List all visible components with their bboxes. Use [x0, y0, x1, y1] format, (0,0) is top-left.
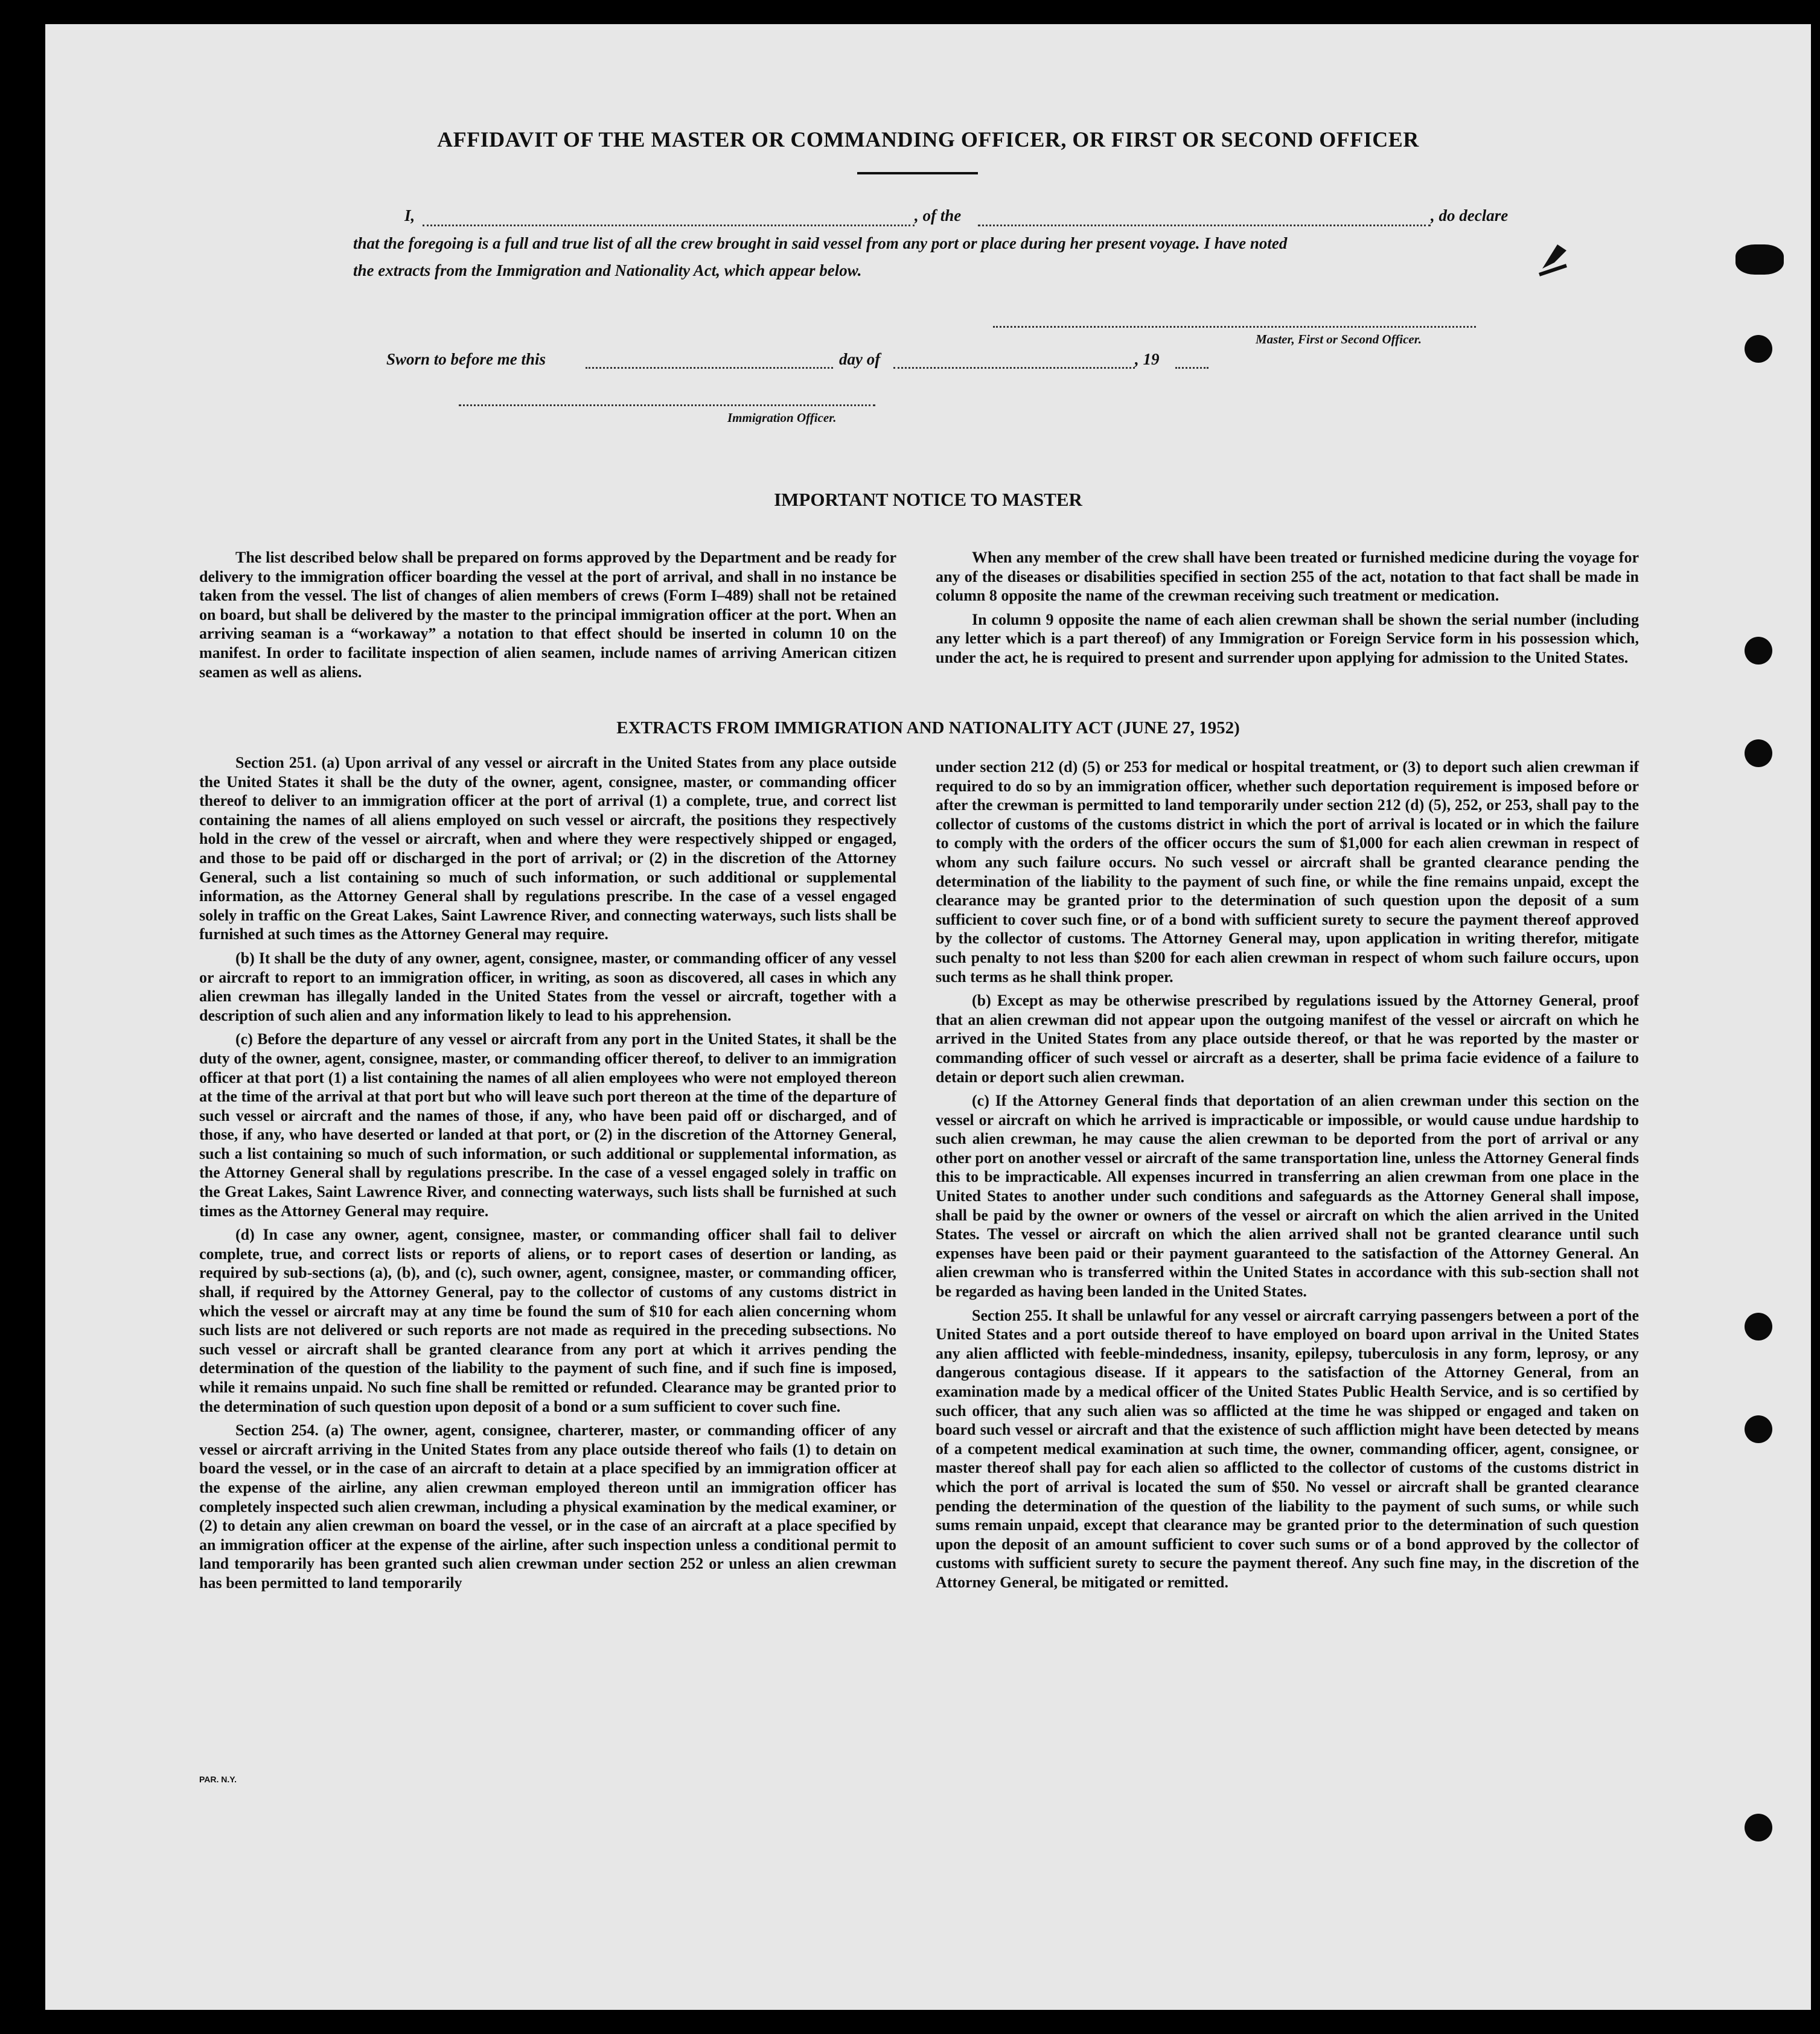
master-caption: Master, First or Second Officer. [1256, 332, 1422, 346]
section-251c: (c) Before the departure of any vessel or aircraft from any port in the United States, it shall be the duty of the owner, agent, consignee, master, or commanding officer thereof, to deliver to an immigration officer at that port (1) a list containing the names of all alien employees who were not employed thereon at the time of the arrival at that port but who will leave such port thereon at the time of the departure of such vessel or aircraft and the names of those, if any, who have been paid off or discharged, and of those, if any, who have deserted or landed at that port, or (2) in the discretion of the Attorney General, such a list containing so much of such information, or such additional or supplemental information, as the Attorney General shall by regulations prescribe. In the case of a vessel engaged solely in traffic on the Great Lakes, Saint Lawrence River, and connecting waterways, such lists shall be furnished at such times as the Attorney General may require. [199, 1030, 896, 1220]
affidavit-title: AFFIDAVIT OF THE MASTER OR COMMANDING OFFICER, OR FIRST OR SECOND OFFICER [437, 127, 1419, 151]
extracts-right-column [936, 757, 1639, 1597]
ink-mark-icon [1530, 232, 1579, 281]
section-254b: (b) Except as may be otherwise prescribed by regulations issued by the Attorney General, proof that an alien crewman did not appear upon the outgoing manifest of the vessel or aircraft on which he arrived in the United States from any place outside thereof, or that he was reported by the master or commanding officer of such vessel or aircraft as a deserter, shall be prima facie evidence of a failure to detain or deport such alien crewman. [936, 992, 1639, 1086]
notice-title: IMPORTANT NOTICE TO MASTER [774, 489, 1082, 510]
section-254c: (c) If the Attorney General finds that deportation of an alien crewman under this section on the vessel or aircraft on which he arrived is impracticable or impossible, or would cause undue hardship to such alien crewman, he may cause the alien crewman to be deported from the port of arrival or any other port on another vessel or aircraft of the same transportation line, unless the Attorney General finds this to be impracticable. All expenses incurred in transferring an alien crewman from one place in the United States to another under such conditions and safeguards as the Attorney General shall impose, shall be paid by the owner or owners of the vessel or aircraft on which the alien arrived in the United States. The vessel or aircraft on which the alien arrived shall not be granted clearance until such expenses have been paid or their payment guaranteed to the satisfaction of the Attorney General. An alien crewman who is transferred within the United States in accordance with this sub-section shall not be regarded as having been landed in the United States. [936, 1092, 1639, 1301]
statement-line-2: the extracts from the Immigration and Nationality Act, which appear below. [353, 261, 862, 279]
day-of-label: day of [839, 350, 881, 368]
punch-hole [1745, 739, 1772, 767]
section-251d: (d) In case any owner, agent, consignee, master, or commanding officer shall fail to deliver complete, true, and correct lists or reports of aliens, or to report cases of desertion or landing, as required by sub-sections (a), (b), and (c), such owner, agent, consignee, master, or commanding officer, shall, if required by the Attorney General, pay to the collector of customs of any customs district in which the vessel or aircraft may at any time be found the sum of $10 for each alien concerning whom such lists are not delivered or such reports are not made as required in the preceding subsections. No such vessel or aircraft shall be granted clearance from any port at which it arrives pending the determination of the question of the liability to the payment of such fine, and if such fine is imposed, while it remains unpaid. No such fine shall be remitted or refunded. Clearance may be granted prior to the determination of such question upon deposit of a bond or a sum sufficient to cover such fine. [199, 1226, 896, 1415]
sworn-day-field-line[interactable] [586, 367, 833, 369]
notice-right-paragraph-1: When any member of the crew shall have been treated or furnished medicine during the voyage for any of the diseases or disabilities specified in section 255 of the act, notation to that fact shall be made in column 8 opposite the name of the crewman receiving such treatment or medication. [936, 549, 1639, 605]
extracts-left-column [199, 753, 896, 1598]
punch-hole [1745, 1313, 1772, 1341]
sworn-month-field-line[interactable] [893, 367, 1135, 369]
notice-right-paragraph-2: In column 9 opposite the name of each alien crewman shall be shown the serial number (including any letter which is a part thereof) of any Immigration or Foreign Service form in his possession which, under the act, he is required to present and surrender upon applying for admission to the United States. [936, 610, 1639, 666]
year-field-line[interactable] [1175, 367, 1209, 369]
name-field-line[interactable] [423, 225, 915, 226]
section-254a: Section 254. (a) The owner, agent, consignee, charterer, master, or commanding officer of any vessel or aircraft arriving in the United States from any place outside thereof who fails (1) to detain on board the vessel, or in the case of an aircraft to detain at a place specified by an immigration officer at the expense of the airline, any alien crewman employed thereon until an immigration officer has completely inspected such alien crewman, including a physical examination by the medical examiner, or (2) to detain any alien crewman on board the vessel, or in the case of an aircraft at a place specified by an immigration officer at the expense of the airline, after such inspection unless a conditional permit to land temporarily has been granted such alien crewman under section 252 or unless an alien crewman has been permitted to land temporarily [199, 1421, 896, 1592]
section-255: Section 255. It shall be unlawful for any vessel or aircraft carrying passengers between a port of the United States and a port outside thereof to have employed on board upon arrival in the United States any alien afflicted with feeble-mindedness, insanity, epilepsy, tuberculosis in any form, leprosy, or any dangerous contagious disease. If it appears to the satisfaction of the Attorney General, from an examination made by a medical officer of the United States Public Health Service, and is so certified by such officer, that any such alien was so afflicted at the time he was shipped or engaged and taken on board such vessel or aircraft and that the existence of such affliction might have been detected by means of a competent medical examination at such time, the owner, commanding officer, agent, consignee, or master thereof shall pay for each alien so afflicted to the collector of customs of the customs district in which the port of arrival is located the sum of $50. No vessel or aircraft shall be granted clearance pending the determination of the question of the liability to the payment of such sums, or while such sums remain unpaid, except that clearance may be granted prior to the determination of such question upon the deposit of an amount sufficient to cover such sums or of a bond approved by the collector of customs with sufficient surety to secure the payment thereof. Any such fine may, in the discretion of the Attorney General, be mitigated or remitted. [936, 1306, 1639, 1591]
officer-signature-line[interactable] [459, 404, 875, 406]
printer-mark: PAR. N.Y. [199, 1774, 237, 1784]
punch-hole [1745, 335, 1772, 363]
master-signature-line[interactable] [993, 326, 1476, 328]
i-label: I, [404, 206, 415, 225]
sworn-label: Sworn to before me this [386, 350, 546, 368]
extracts-title: EXTRACTS FROM IMMIGRATION AND NATIONALITY ACT (JUNE 27, 1952) [616, 718, 1240, 738]
section-251a: Section 251. (a) Upon arrival of any vessel or aircraft in the United States from any place outside the United States it shall be the duty of the owner, agent, consignee, master, or commanding officer thereof to deliver to an immigration officer at the port of arrival (1) a complete, true, and correct list containing the names of all aliens employed on such vessel or aircraft, the positions they respectively hold in the crew of the vessel or aircraft, when and where they were respectively shipped or engaged, and those to be paid off or discharged in the port of arrival; or (2) in the discretion of the Attorney General, such a list containing so much of such information, or such additional or supplemental information, as the Attorney General shall by regulations prescribe. In the case of a vessel engaged solely in traffic on the Great Lakes, Saint Lawrence River, and connecting waterways, such lists shall be furnished at such times as the Attorney General may require. [199, 754, 896, 943]
officer-caption: Immigration Officer. [727, 410, 837, 425]
notice-right-column [936, 548, 1639, 672]
form-page [45, 24, 1811, 2010]
of-the-label: , of the [915, 206, 962, 225]
section-254a-continued: under section 212 (d) (5) or 253 for medical or hospital treatment, or (3) to deport such alien crewman if required to do so by an immigration officer, whether such deportation requirement is imposed before or after the crewman is permitted to land temporarily under section 212 (d) (5), 252, or 253, shall pay to the collector of customs of the customs district in which the port of arrival is located or in which the failure to comply with the orders of the officer occurs the sum of $1,000 for each alien crewman in respect of whom any such failure occurs. No such vessel or aircraft shall be granted clearance pending the determination of the liability to the payment of such fine, or while the fine remains unpaid, except the clearance may be granted prior to the determination of such question upon the deposit of a sum sufficient to cover such fine, or of a bond with sufficient surety to secure the payment thereof approved by the collector of customs. The Attorney General may, upon application in writing therefor, mitigate such penalty to not less than $200 for each alien crewman in respect of whom such failure occurs, upon such terms as he shall think proper. [936, 758, 1639, 986]
vessel-field-line[interactable] [978, 225, 1431, 226]
punch-hole [1745, 637, 1772, 665]
statement-line-1: that the foregoing is a full and true list of all the crew brought in said vessel from any port or place during her present voyage. I have noted [353, 234, 1288, 252]
notice-left-paragraph: The list described below shall be prepared on forms approved by the Department and be ready for delivery to the immigration officer boarding the vessel at the port of arrival, and shall in no instance be taken from the vessel. The list of changes of alien members of crews (Form I–489) shall not be retained on board, but shall be delivered by the master to the principal immigration officer at the port. When an arriving seaman is a “workaway” a notation to that effect should be inserted in column 10 on the manifest. In order to facilitate inspection of alien seamen, include names of arriving American citizen seamen as well as aliens. [199, 549, 896, 681]
notice-left-column [199, 548, 896, 686]
do-declare-label: , do declare [1431, 206, 1509, 225]
punch-hole [1745, 1415, 1772, 1443]
punch-hole [1745, 1814, 1772, 1841]
title-underline [857, 172, 978, 174]
year-label: , 19 [1135, 350, 1160, 368]
punch-hole [1735, 244, 1784, 275]
section-251b: (b) It shall be the duty of any owner, agent, consignee, master, or commanding officer of any vessel or aircraft to report to an immigration officer, in writing, as soon as discovered, all cases in which any alien crewman has illegally landed in the United States from the vessel or aircraft, together with a description of such alien and any information likely to lead to his apprehension. [199, 949, 896, 1024]
